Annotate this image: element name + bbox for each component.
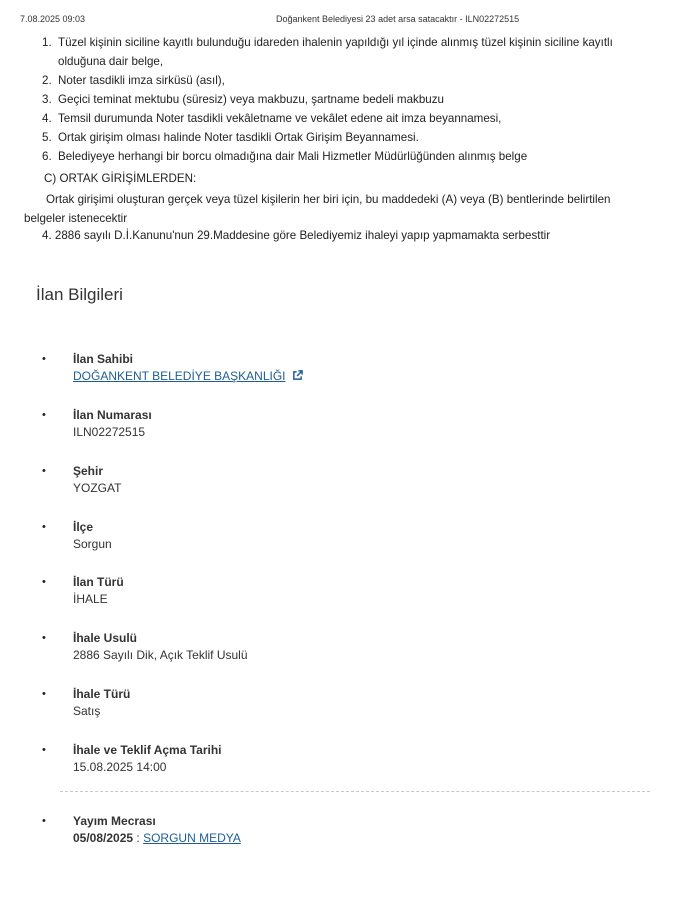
info-value: YOZGAT [73,481,122,495]
divider [60,791,650,792]
print-title: Doğankent Belediyesi 23 adet arsa satacaktır - ILN02272515 [276,14,520,24]
bullet: • [42,353,46,365]
info-item-ilce [0,520,675,560]
info-label: İhale Usulü [73,631,138,645]
info-item-yayim-mecrasi [0,814,675,854]
info-label: İlan Sahibi [73,352,134,366]
info-value [73,831,241,846]
print-datetime: 7.08.2025 09:03 [20,14,86,24]
list-item: 5. Ortak girişim olması halinde Noter tasdikli Ortak Girişim Beyannamesi. [42,131,419,144]
external-link-icon[interactable] [292,370,303,385]
info-item-ilan-turu [0,575,675,615]
section-c-item4: 4. 2886 sayılı D.İ.Kanunu'nun 29.Maddesine göre Belediyemiz ihaleyi yapıp yapmamakta serbesttir [42,229,551,242]
section-c-paragraph: Ortak girişimi oluşturan gerçek veya tüzel kişilerin her biri için, bu maddedeki (A) veya (B) bentlerinde belirtilen belgeler istenecektir [24,193,611,225]
ilan-bilgileri-title: İlan Bilgileri [36,285,123,304]
info-item-sehir [0,464,675,504]
info-value: 2886 Sayılı Dik, Açık Teklif Usulü [73,648,248,662]
info-value: İHALE [73,592,108,606]
info-label: Yayım Mecrası [73,814,156,828]
requirements-list [30,33,656,166]
info-label: İlan Türü [73,575,124,589]
bullet: • [42,815,46,827]
list-item: 6. Belediyeye herhangi bir borcu olmadığına dair Mali Hizmetler Müdürlüğünden alınmış belge [42,150,528,163]
info-value: Sorgun [73,537,112,551]
info-item-teklif-acma-tarihi [0,743,675,783]
info-item-ihale-usulu [0,631,675,671]
list-item: 4. Temsil durumunda Noter tasdikli vekâletname ve vekâlet edene ait imza beyannamesi, [42,112,502,125]
info-label: İlan Numarası [73,408,152,422]
info-value: 15.08.2025 14:00 [73,760,167,774]
info-label: İlçe [73,520,94,534]
bullet: • [42,744,46,756]
info-label: Şehir [73,464,104,478]
yayim-separator: : [133,831,144,845]
bullet: • [42,632,46,644]
yayim-source-link[interactable]: SORGUN MEDYA [143,831,241,845]
info-value: ILN02272515 [73,425,146,439]
bullet: • [42,521,46,533]
info-value: Satış [73,704,101,718]
info-value [73,369,303,385]
ilan-sahibi-link[interactable]: DOĞANKENT BELEDİYE BAŞKANLIĞI [73,369,286,383]
list-item: 2. Noter tasdikli imza sirküsü (asıl), [42,74,225,87]
info-item-ilan-numarasi [0,408,675,448]
info-item-ihale-turu [0,687,675,727]
bullet: • [42,576,46,588]
list-item: 3. Geçici teminat mektubu (süresiz) veya makbuzu, şartname bedeli makbuzu [42,93,444,106]
list-item: 1. Tüzel kişinin siciline kayıtlı bulunduğu idareden ihalenin yapıldığı yıl içinde alınmış tüzel kişinin siciline kayıtlı olduğuna dair belge, [42,36,613,68]
print-header [16,14,659,26]
section-c-heading: C) ORTAK GİRİŞİMLERDEN: [44,172,197,185]
bullet: • [42,688,46,700]
info-label: İhale Türü [73,687,131,701]
yayim-date: 05/08/2025 [73,831,134,845]
info-label: İhale ve Teklif Açma Tarihi [73,743,222,757]
info-item-ilan-sahibi [0,352,675,392]
bullet: • [42,409,46,421]
bullet: • [42,465,46,477]
